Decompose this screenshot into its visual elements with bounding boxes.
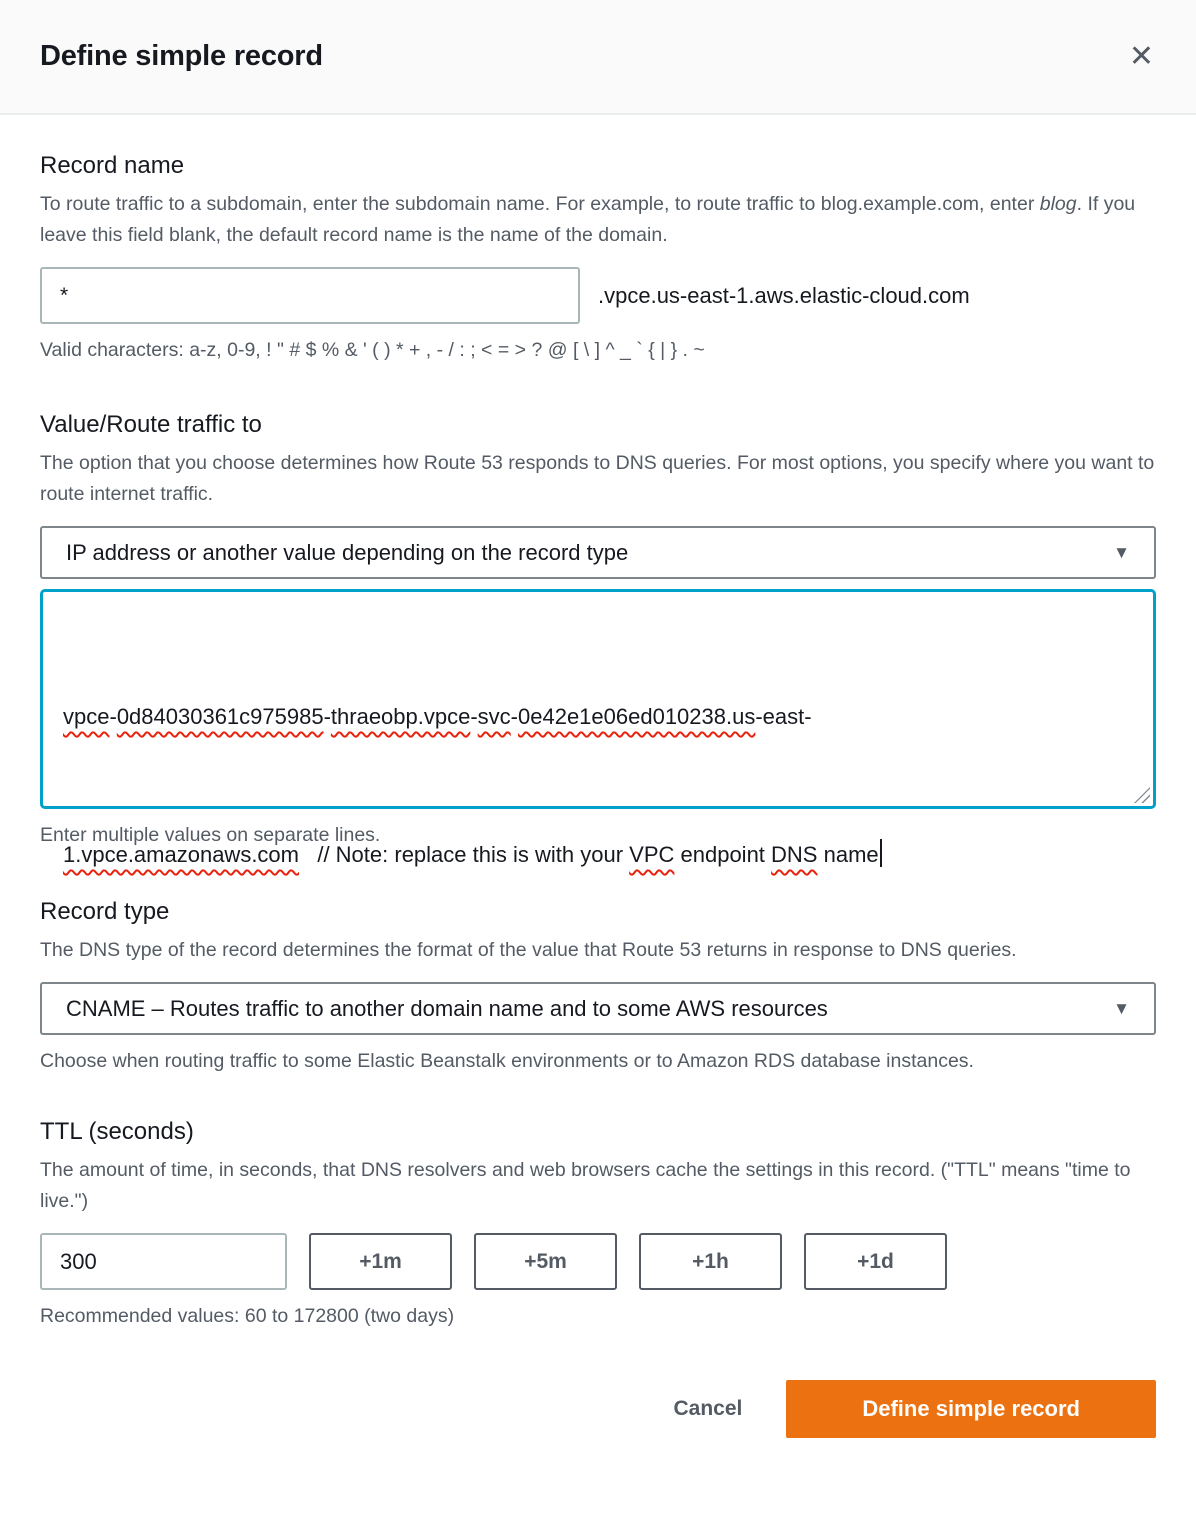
ttl-section <box>40 1117 1156 1328</box>
chevron-down-icon: ▼ <box>1113 543 1130 562</box>
value-route-description: The option that you choose determines how Route 53 responds to DNS queries. For most options, you specify where you want to route internet traffic. <box>40 452 1155 505</box>
valid-characters-hint: Valid characters: a-z, 0-9, ! " # $ % & ' ( ) * + , - / : ; < = > ? @ [ \ ] ^ _ ` { | } . ~ <box>40 339 705 361</box>
plain-text: name <box>817 842 879 867</box>
misspelled-text: 0e42e1e06ed010238.us <box>518 704 756 729</box>
plain-text: - <box>470 704 478 729</box>
record-type-description: The DNS type of the record determines the format of the value that Route 53 returns in response to DNS queries. <box>40 939 1017 961</box>
ttl-input[interactable] <box>40 1233 287 1290</box>
plain-text: - <box>510 704 518 729</box>
value-route-select[interactable] <box>40 526 1156 579</box>
close-icon[interactable]: ✕ <box>1128 39 1154 73</box>
dialog-footer <box>0 1380 1196 1454</box>
value-line-1 <box>63 694 1133 740</box>
record-name-label: Record name <box>40 152 185 179</box>
record-name-section <box>40 151 1156 362</box>
domain-suffix: .vpce.us-east-1.aws.elastic-cloud.com <box>598 282 970 308</box>
record-type-label: Record type <box>40 898 170 925</box>
misspelled-text: vpce <box>63 704 110 729</box>
misspelled-text: 1.vpce.amazonaws.com <box>63 842 299 867</box>
misspelled-text: thraeobp.vpce <box>330 704 471 729</box>
plain-text: // Note: replace this is with your <box>299 842 630 867</box>
value-route-selected-option: IP address or another value depending on the record type <box>66 539 629 565</box>
ttl-plus-1d-button[interactable]: +1d <box>804 1233 947 1290</box>
misspelled-text: svc <box>477 704 511 729</box>
ttl-plus-5m-button[interactable]: +5m <box>474 1233 617 1290</box>
dialog-body <box>0 151 1196 1328</box>
dialog-header <box>0 0 1196 115</box>
plain-text: endpoint <box>674 842 772 867</box>
misspelled-text: 0d84030361c975985 <box>116 704 324 729</box>
misspelled-text: VPC <box>629 842 675 867</box>
record-type-selected-option: CNAME – Routes traffic to another domain name and to some AWS resources <box>66 995 828 1021</box>
ttl-label: TTL (seconds) <box>40 1118 194 1145</box>
cancel-button[interactable]: Cancel <box>673 1397 743 1420</box>
record-name-input-row <box>40 267 1156 324</box>
plain-text: - <box>323 704 331 729</box>
value-route-label: Value/Route traffic to <box>40 411 262 438</box>
ttl-input-row <box>40 1233 1156 1290</box>
ttl-recommended-hint: Recommended values: 60 to 172800 (two days) <box>40 1305 455 1327</box>
value-route-section <box>40 410 1156 867</box>
resize-handle-icon[interactable] <box>1134 787 1150 803</box>
misspelled-text: DNS <box>771 842 818 867</box>
ttl-description: The amount of time, in seconds, that DNS resolvers and web browsers cache the settings in this record. ("TTL" means "time to live.") <box>40 1159 1131 1212</box>
plain-text: - <box>109 704 117 729</box>
chevron-down-icon: ▼ <box>1113 999 1130 1018</box>
record-type-hint: Choose when routing traffic to some Elastic Beanstalk environments or to Amazon RDS database instances. <box>40 1050 974 1072</box>
dialog-title: Define simple record <box>40 40 323 72</box>
multiple-values-hint: Enter multiple values on separate lines. <box>40 824 381 846</box>
record-name-description: To route traffic to a subdomain, enter the subdomain name. For example, to route traffic to blog.example.com, enter blog. If you leave this field blank, the default record name is the name of the domain. <box>40 193 1136 246</box>
text-cursor <box>880 839 882 867</box>
ttl-plus-1m-button[interactable]: +1m <box>309 1233 452 1290</box>
record-name-input[interactable] <box>40 267 580 324</box>
define-simple-record-button[interactable]: Define simple record <box>786 1380 1156 1438</box>
ttl-plus-1h-button[interactable]: +1h <box>639 1233 782 1290</box>
value-line-2 <box>63 832 1133 878</box>
italic-example-text: blog <box>1039 193 1077 215</box>
plain-text: -east- <box>755 704 812 729</box>
